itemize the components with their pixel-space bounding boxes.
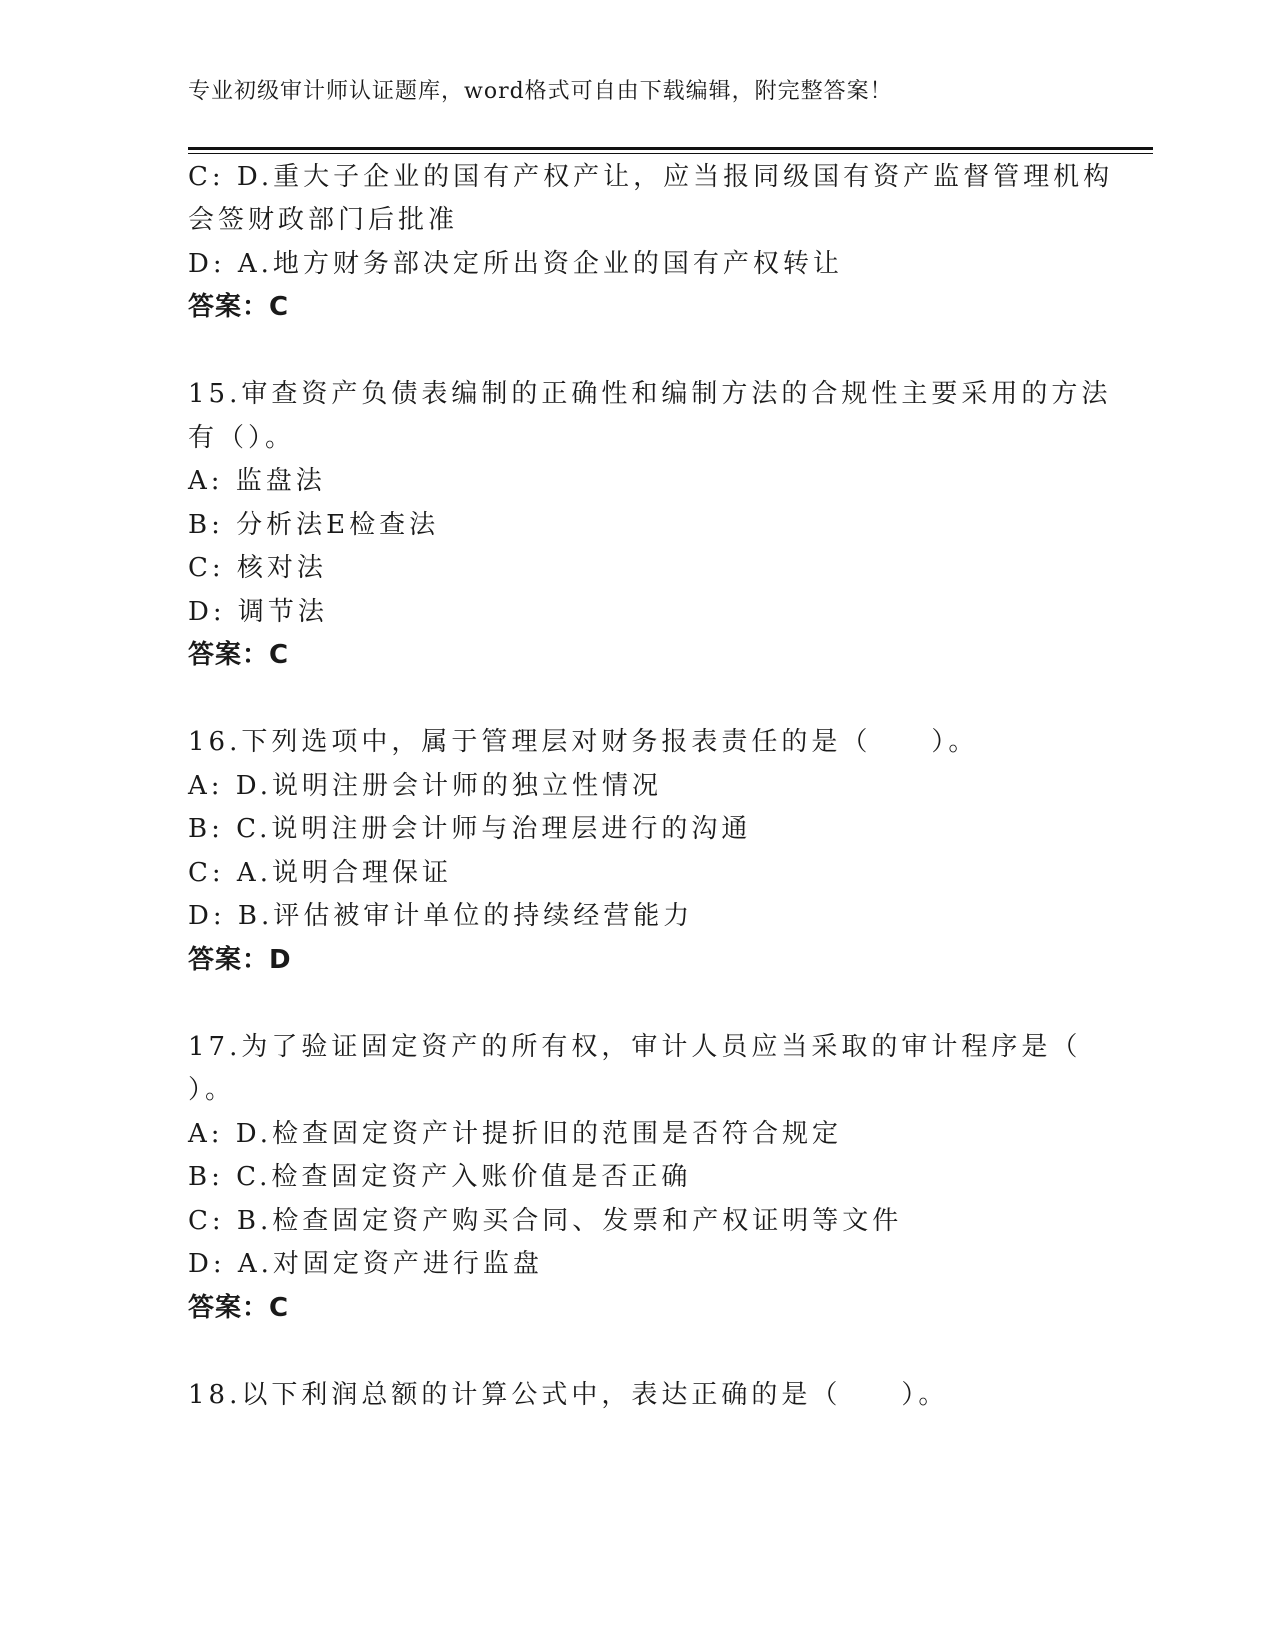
q17-question-line2: ）。 [188, 1075, 236, 1105]
page-header: 专业初级审计师认证题库，word格式可自由下载编辑，附完整答案！ [188, 79, 893, 104]
q16-question: 16.下列选项中，属于管理层对财务报表责任的是（ ）。 [188, 727, 979, 757]
q15-question-line2: 有（）。 [188, 423, 296, 453]
q14-option-c-line1: C: D.重大子企业的国有产权产让，应当报同级国有资产监督管理机构 [188, 162, 1114, 192]
q15-option-b: B: 分析法E检查法 [188, 510, 440, 540]
q16-option-d: D: B.评估被审计单位的持续经营能力 [188, 901, 694, 931]
q16-option-c: C: A.说明合理保证 [188, 858, 452, 888]
q15-question-line1: 15.审查资产负债表编制的正确性和编制方法的合规性主要采用的方法 [188, 379, 1112, 409]
q17-question-line1: 17.为了验证固定资产的所有权，审计人员应当采取的审计程序是（ [188, 1032, 1082, 1062]
q17-option-b: B: C.检查固定资产入账价值是否正确 [188, 1162, 692, 1192]
header-divider-thick [188, 147, 1153, 150]
q17-option-c: C: B.检查固定资产购买合同、发票和产权证明等文件 [188, 1206, 903, 1236]
q16-answer: 答案：D [188, 945, 292, 975]
q15-answer: 答案：C [188, 640, 290, 670]
q17-option-d: D: A.对固定资产进行监盘 [188, 1249, 543, 1279]
q15-option-a: A: 监盘法 [188, 466, 326, 496]
q14-option-d: D: A.地方财务部决定所出资企业的国有产权转让 [188, 249, 843, 279]
q17-option-a: A: D.检查固定资产计提折旧的范围是否符合规定 [188, 1119, 842, 1149]
q14-option-c-line2: 会签财政部门后批准 [188, 205, 459, 235]
q15-option-c: C: 核对法 [188, 553, 327, 583]
q18-question: 18.以下利润总额的计算公式中，表达正确的是（ ）。 [188, 1380, 949, 1410]
q15-option-d: D: 调节法 [188, 597, 328, 627]
header-divider-thin [188, 153, 1153, 154]
q16-option-a: A: D.说明注册会计师的独立性情况 [188, 771, 662, 801]
q16-option-b: B: C.说明注册会计师与治理层进行的沟通 [188, 814, 752, 844]
q17-answer: 答案：C [188, 1293, 290, 1323]
q14-answer: 答案：C [188, 292, 290, 322]
